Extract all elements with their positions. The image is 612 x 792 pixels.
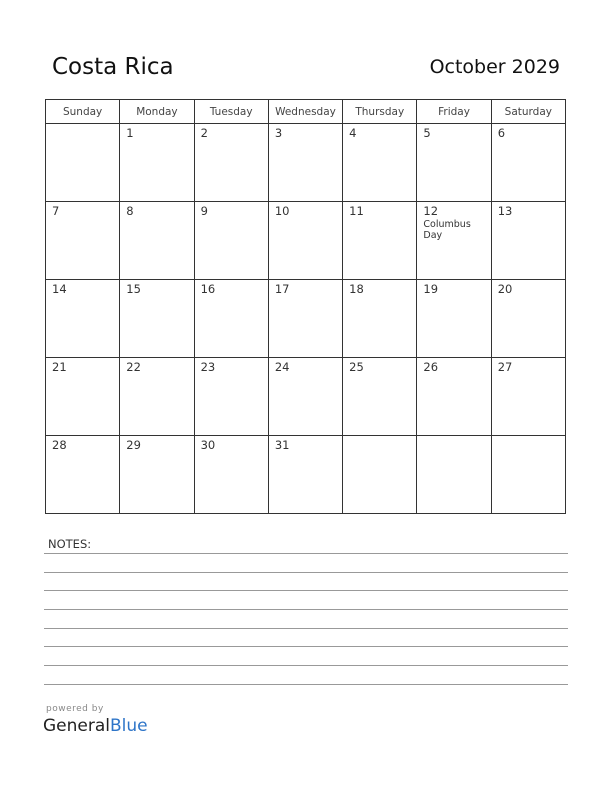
week-row	[46, 280, 566, 358]
day-number: 22	[126, 360, 141, 374]
notes-line	[44, 553, 568, 554]
notes-label: NOTES:	[48, 537, 92, 551]
weekday-saturday: Saturday	[491, 100, 565, 124]
day-number: 5	[423, 126, 431, 140]
day-cell	[46, 124, 120, 202]
day-cell	[194, 202, 268, 280]
day-number: 4	[349, 126, 357, 140]
week-row	[46, 202, 566, 280]
brand-part-blue: Blue	[110, 716, 148, 736]
day-cell	[268, 280, 342, 358]
day-number: 30	[200, 438, 216, 452]
notes-line	[44, 609, 568, 610]
day-number: 24	[274, 360, 290, 374]
day-number: 8	[126, 204, 134, 218]
day-number: 31	[274, 438, 290, 452]
holiday-label: Columbus Day	[423, 219, 471, 241]
day-number: 23	[200, 360, 216, 374]
day-cell	[491, 280, 565, 358]
brand-part-general: General	[43, 716, 110, 736]
weekday-friday: Friday	[417, 100, 491, 124]
day-number: 10	[274, 204, 290, 218]
calendar-grid	[45, 99, 566, 514]
day-number: 13	[497, 204, 513, 218]
day-cell	[194, 436, 268, 514]
day-number: 3	[274, 126, 283, 140]
weekday-sunday: Sunday	[46, 100, 120, 124]
notes-line	[44, 665, 568, 666]
day-number: 14	[52, 282, 67, 296]
week-row	[46, 436, 566, 514]
day-cell	[268, 124, 342, 202]
notes-line	[44, 572, 568, 573]
powered-by-text: powered by	[46, 704, 104, 714]
day-cell	[491, 124, 565, 202]
day-number: 12	[423, 204, 439, 218]
day-cell	[343, 280, 417, 358]
weekday-wednesday: Wednesday	[268, 100, 342, 124]
generalblue-logo[interactable]	[43, 716, 148, 736]
day-number: 29	[126, 438, 141, 452]
day-cell	[417, 280, 491, 358]
day-cell	[46, 436, 120, 514]
day-cell	[120, 358, 194, 436]
day-cell	[120, 124, 194, 202]
day-number: 28	[52, 438, 67, 452]
day-number: 9	[200, 204, 208, 218]
notes-line	[44, 628, 568, 629]
day-cell	[417, 436, 491, 514]
weekday-thursday: Thursday	[343, 100, 417, 124]
day-number: 15	[126, 282, 141, 296]
day-cell	[120, 280, 194, 358]
week-row	[46, 358, 566, 436]
day-cell	[268, 358, 342, 436]
day-cell	[491, 358, 565, 436]
day-number: 6	[497, 126, 506, 140]
day-number: 25	[349, 360, 364, 374]
day-number: 27	[497, 360, 513, 374]
notes-line	[44, 684, 568, 685]
weekday-tuesday: Tuesday	[194, 100, 268, 124]
day-number: 20	[497, 282, 513, 296]
day-cell	[417, 202, 491, 280]
day-number: 21	[52, 360, 67, 374]
day-number: 2	[200, 126, 208, 140]
day-cell	[194, 124, 268, 202]
country-title: Costa Rica	[52, 54, 174, 80]
day-number: 7	[52, 204, 60, 218]
day-number: 11	[349, 204, 364, 218]
notes-line	[44, 646, 568, 647]
day-cell	[46, 280, 120, 358]
day-cell	[46, 358, 120, 436]
day-cell	[417, 124, 491, 202]
day-cell	[194, 280, 268, 358]
week-row	[46, 124, 566, 202]
day-cell	[343, 124, 417, 202]
weekday-header-row	[46, 100, 566, 124]
notes-line	[44, 590, 568, 591]
day-cell	[120, 436, 194, 514]
day-cell	[491, 436, 565, 514]
day-number: 18	[349, 282, 364, 296]
day-cell	[268, 436, 342, 514]
day-number: 16	[200, 282, 216, 296]
day-number: 19	[423, 282, 439, 296]
day-cell	[491, 202, 565, 280]
day-cell	[343, 436, 417, 514]
month-year-title: October 2029	[429, 56, 560, 78]
day-cell	[343, 358, 417, 436]
weekday-monday: Monday	[120, 100, 194, 124]
day-number: 17	[274, 282, 290, 296]
day-cell	[417, 358, 491, 436]
day-cell	[343, 202, 417, 280]
day-cell	[268, 202, 342, 280]
day-number: 1	[126, 126, 134, 140]
day-cell	[46, 202, 120, 280]
day-number: 26	[423, 360, 439, 374]
day-cell	[194, 358, 268, 436]
day-cell	[120, 202, 194, 280]
